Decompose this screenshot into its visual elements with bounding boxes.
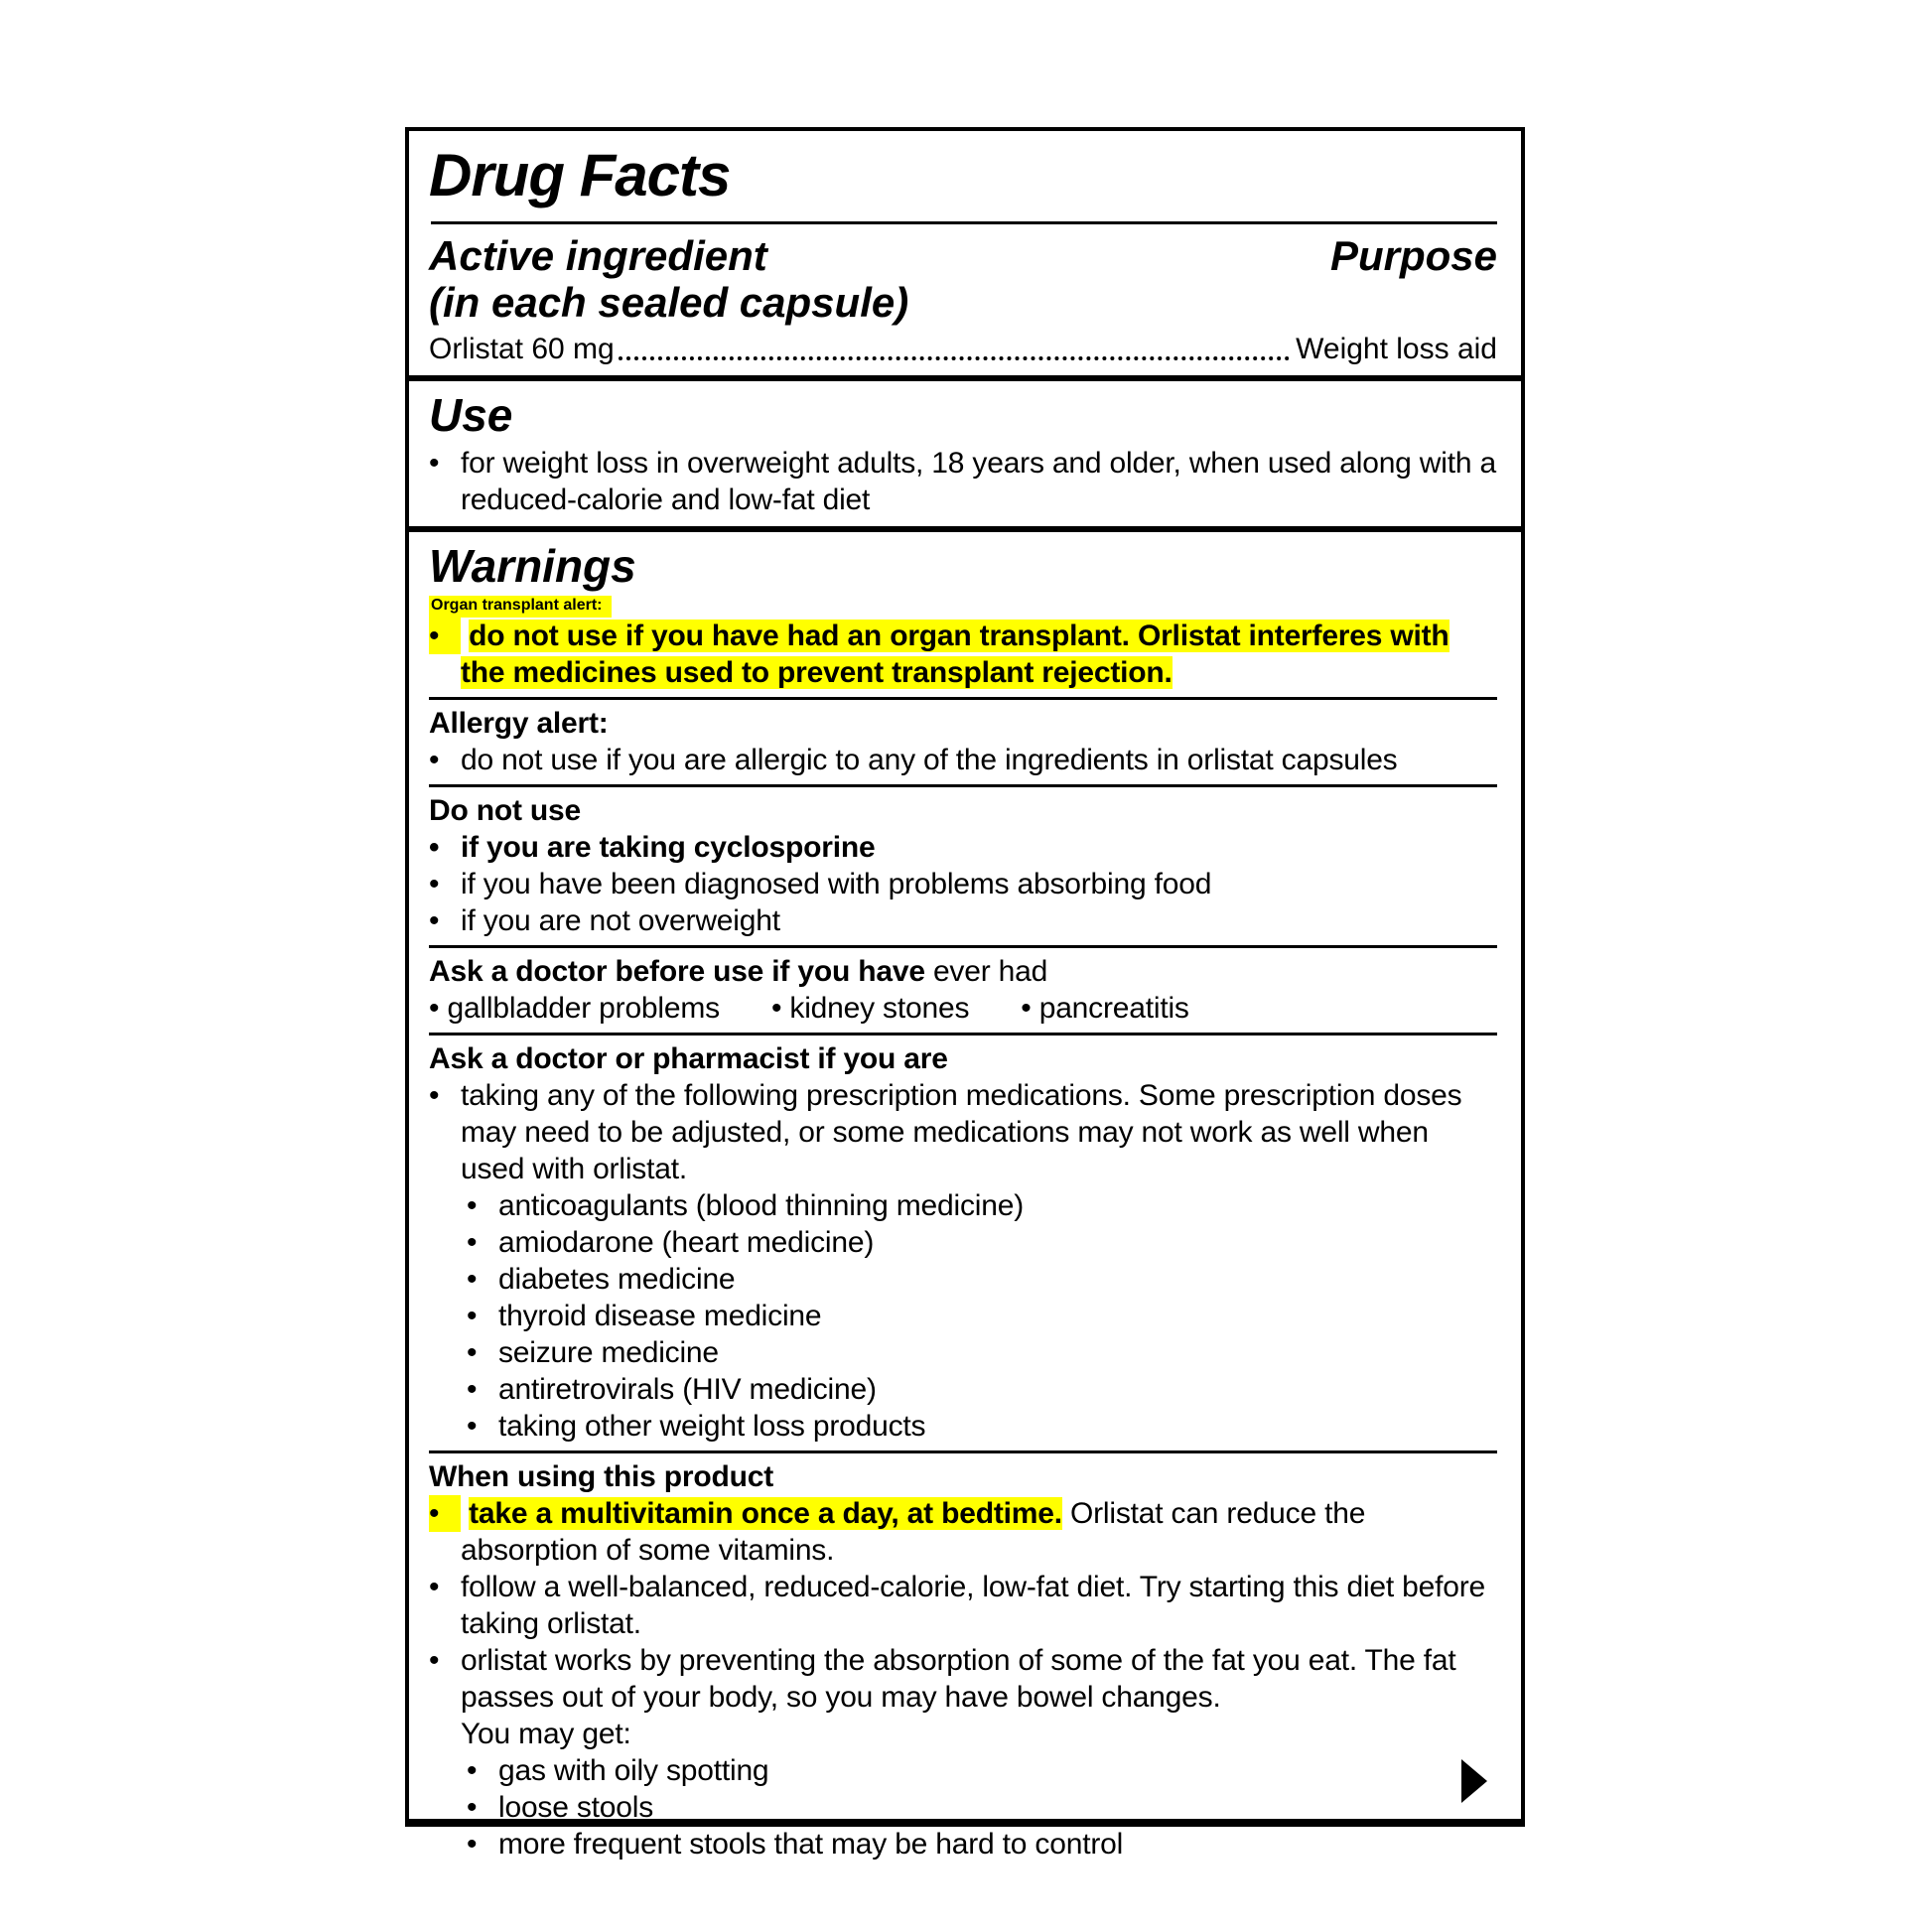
condition-item: • pancreatitis bbox=[1021, 990, 1188, 1027]
do-not-use-bullet: • if you are taking cyclosporine bbox=[429, 829, 1497, 866]
ask-doctor-title: Ask a doctor before use if you have ever had bbox=[429, 955, 1048, 988]
medication-item: • antiretrovirals (HIV medicine) bbox=[467, 1371, 1497, 1408]
title-rule bbox=[431, 221, 1497, 224]
medications-intro-bullet: • taking any of the following prescription medications. Some prescription doses may need to be adjusted, or some medications may not work as well when used with orlistat. bbox=[429, 1077, 1497, 1187]
multivitamin-bullet: • take a multivitamin once a day, at bedtime. Orlistat can reduce the absorption of some vitamins. bbox=[429, 1495, 1497, 1569]
header-section bbox=[409, 131, 1521, 375]
when-using bbox=[429, 1458, 1497, 1863]
when-using-title: When using this product bbox=[429, 1460, 774, 1493]
ingredient-name: Orlistat 60 mg bbox=[429, 333, 615, 365]
medication-item: • diabetes medicine bbox=[467, 1261, 1497, 1298]
you-may-get-line: You may get: bbox=[461, 1718, 631, 1750]
thin-rule bbox=[429, 697, 1497, 700]
effect-item: • more frequent stools that may be hard to control bbox=[467, 1826, 1497, 1863]
medication-item: • taking other weight loss products bbox=[467, 1408, 1497, 1445]
thin-rule bbox=[429, 1033, 1497, 1035]
organ-transplant-alert-title: Organ transplant alert: bbox=[429, 596, 612, 618]
ingredient-purpose-line bbox=[429, 332, 1497, 367]
warnings-section bbox=[409, 532, 1521, 1870]
thin-rule bbox=[429, 945, 1497, 948]
organ-transplant-alert bbox=[429, 596, 1497, 691]
thin-rule bbox=[429, 1450, 1497, 1453]
continuation-arrow-icon bbox=[1461, 1759, 1487, 1803]
medication-item: • thyroid disease medicine bbox=[467, 1298, 1497, 1334]
diet-bullet: • follow a well-balanced, reduced-calorie, low-fat diet. Try starting this diet before taking orlistat. bbox=[429, 1569, 1497, 1642]
purpose-heading: Purpose bbox=[1329, 232, 1497, 279]
effect-item: • gas with oily spotting bbox=[467, 1752, 1497, 1789]
ask-doctor-pharmacist bbox=[429, 1040, 1497, 1445]
effect-item: • loose stools bbox=[467, 1789, 1497, 1826]
do-not-use-bullet: • if you are not overweight bbox=[429, 902, 1497, 939]
do-not-use bbox=[429, 792, 1497, 939]
medication-item: • seizure medicine bbox=[467, 1334, 1497, 1371]
condition-item: • gallbladder problems bbox=[429, 990, 720, 1027]
ask-doctor-conditions bbox=[429, 990, 1497, 1027]
medication-item: • anticoagulants (blood thinning medicine) bbox=[467, 1187, 1497, 1224]
do-not-use-bullet: • if you have been diagnosed with problems absorbing food bbox=[429, 866, 1497, 902]
condition-item: • kidney stones bbox=[771, 990, 969, 1027]
active-ingredient-heading: Active ingredient (in each sealed capsule) bbox=[429, 232, 909, 326]
thin-rule bbox=[429, 784, 1497, 787]
drug-facts-title: Drug Facts bbox=[429, 142, 731, 208]
use-heading: Use bbox=[429, 389, 513, 441]
do-not-use-title: Do not use bbox=[429, 794, 581, 827]
use-section bbox=[409, 381, 1521, 526]
dotted-leader bbox=[619, 356, 1290, 360]
organ-transplant-alert-bullet: • do not use if you have had an organ transplant. Orlistat interferes with the medicines used to prevent transplant rejection. bbox=[429, 618, 1497, 691]
allergy-alert bbox=[429, 705, 1497, 778]
warnings-heading: Warnings bbox=[429, 540, 636, 592]
drug-facts-label bbox=[405, 127, 1525, 1861]
allergy-alert-bullet: • do not use if you are allergic to any of the ingredients in orlistat capsules bbox=[429, 742, 1497, 778]
active-ingredient-row bbox=[429, 232, 1497, 326]
ask-doctor bbox=[429, 953, 1497, 1027]
how-it-works-bullet: • orlistat works by preventing the absorption of some of the fat you eat. The fat passes out of your body, so you may have bowel changes. bbox=[429, 1642, 1497, 1716]
ask-doctor-pharmacist-title: Ask a doctor or pharmacist if you are bbox=[429, 1042, 948, 1075]
use-bullet: • for weight loss in overweight adults, 18 years and older, when used along with a reduced-calorie and low-fat diet bbox=[429, 445, 1497, 518]
allergy-alert-title: Allergy alert: bbox=[429, 707, 609, 740]
ingredient-purpose-value: Weight loss aid bbox=[1296, 333, 1497, 365]
medication-item: • amiodarone (heart medicine) bbox=[467, 1224, 1497, 1261]
